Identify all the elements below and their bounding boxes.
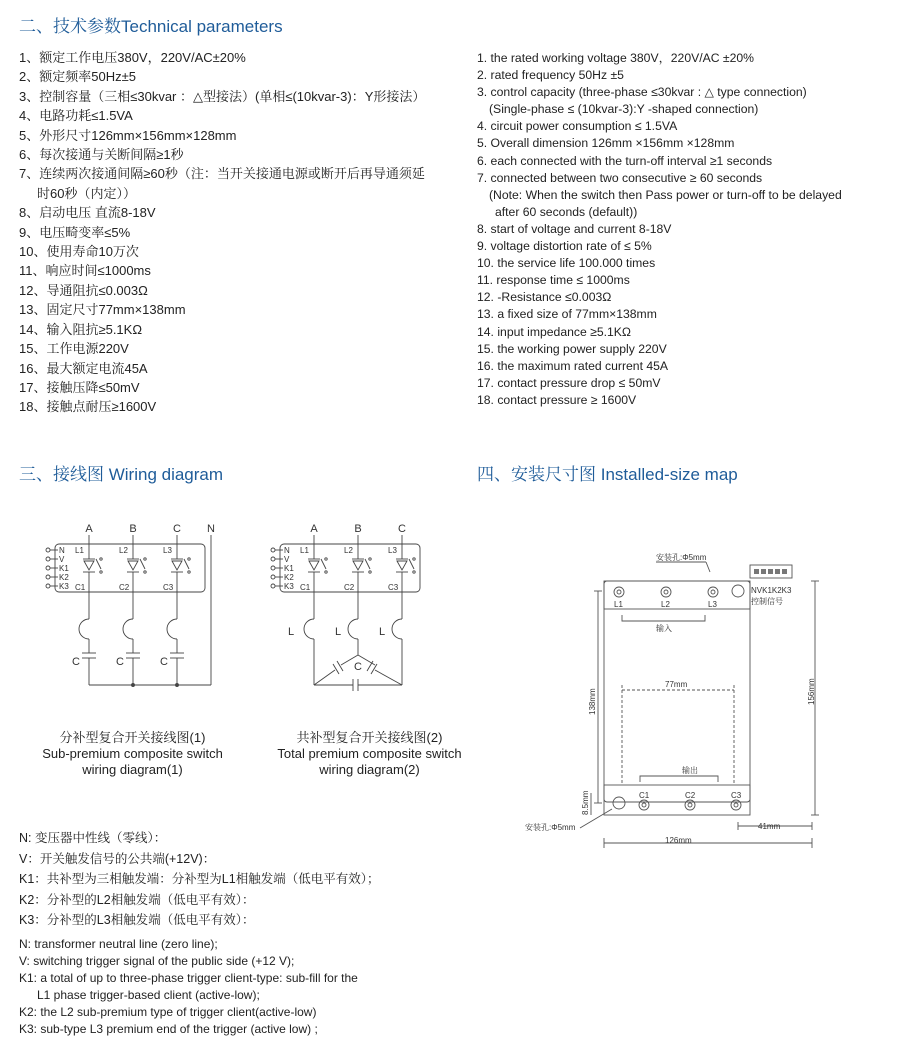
spec-cn-item: 15、工作电源220V [19,341,129,357]
switch-label-c3: C3 [163,583,174,592]
wiring-caption-2 [262,730,477,778]
spec-cn-item: 8、启动电压 直流8-18V [19,205,156,221]
capacitor-label: C [354,661,362,673]
terminal-label-n: N [284,546,290,555]
output-label: 输出 [682,766,698,775]
spec-cn-item: 13、固定尺寸77mm×138mm [19,302,186,318]
spec-en-item-continuation: (Note: When the switch then Pass power or turn-off to be delayed [489,187,842,202]
wiring-diagram-2 [255,515,455,695]
caption-en: wiring diagram(1) [82,762,183,777]
section-title-installed-size-map: 四、安装尺寸图 Installed-size map [477,465,738,484]
spec-cn-item: 18、接触点耐压≥1600V [19,399,157,415]
note-cn: K3：分补型的L3相触发端（低电平有效）： [19,913,255,928]
terminal-label-c3: C3 [731,791,742,800]
mount-hole-label-top: 安装孔:Φ5mm [656,553,707,562]
terminal-block [271,548,283,588]
spec-en-item: 2. rated frequency 50Hz ±5 [477,68,624,83]
spec-en-item: 4. circuit power consumption ≤ 1.5VA [477,119,678,134]
connector-label: NVK1K2K3 [751,586,792,595]
spec-en-item: 3. control capacity (three-phase ≤30kvar : △ type connection) [477,85,807,100]
note-cn: K1：共补型为三相触发端：分补型为L1相触发端（低电平有效）； [19,872,380,887]
spec-en-item: 14. input impedance ≥5.1KΩ [477,324,632,339]
terminal-label-k1: K1 [59,564,69,573]
spec-cn-item: 7、连续两次接通间隔≥60秒（注：当开关接通电源或断开后再导通须延 [19,166,425,182]
terminal-label-k3: K3 [59,582,69,591]
phase-label-b: B [129,523,137,535]
note-cn: K2：分补型的L2相触发端（低电平有效）： [19,892,255,907]
phase-label-n: N [207,523,215,535]
spec-en-item: 5. Overall dimension 126mm ×156mm ×128mm [477,136,735,151]
dimension-126mm: 126mm [665,836,692,845]
bottom-terminal-screws [613,797,741,810]
spec-en-item: 16. the maximum rated current 45A [477,358,669,373]
specs-english-list [477,50,842,409]
spec-cn-item: 1、额定工作电压380V，220V/AC±20% [19,50,246,65]
installed-size-map [520,545,830,855]
capacitor-label: C [116,656,124,668]
top-terminal-strip [604,581,750,609]
spec-cn-item: 10、使用寿命10万次 [19,244,139,260]
caption-en: wiring diagram(2) [319,762,420,777]
spec-cn-item: 12、导通阻抗≤0.003Ω [19,282,148,298]
input-label: 输入 [656,624,672,633]
phase-label-c: C [173,523,181,535]
caption-en: Sub-premium composite switch [42,746,223,761]
spec-en-item-continuation: after 60 seconds (default)) [495,204,638,219]
specs-chinese-list [19,48,425,417]
spec-en-item: 13. a fixed size of 77mm×138mm [477,307,657,322]
spec-cn-item: 9、电压畸变率≤5% [19,224,131,240]
switch-symbols [83,548,190,592]
switch-label-c2: C2 [344,583,355,592]
connector-pins [754,569,787,574]
dimension-41mm: 41mm [758,822,781,831]
note-en: N: transformer neutral line (zero line); [19,937,218,951]
spec-en-item: 9. voltage distortion rate of ≤ 5% [477,239,652,254]
note-en: K2: the L2 sub-premium type of trigger client(active-low) [19,1005,317,1020]
wiring-diagram-1 [30,515,230,695]
spec-en-item: 8. start of voltage and current 8-18V [477,221,672,236]
caption-cn: 共补型复合开关接线图(2) [296,730,443,745]
dimension-8-5mm: 8.5mm [581,790,590,815]
terminal-label-l1: L1 [614,600,623,609]
terminal-block [46,548,58,588]
caption-en: Total premium composite switch [277,746,462,761]
terminal-label-l2: L2 [661,600,670,609]
mounting-plate [604,581,750,802]
dimension-156mm: 156mm [807,678,816,705]
spec-en-item: 15. the working power supply 220V [477,341,667,356]
terminal-label-v: V [284,555,290,564]
input-bracket [622,615,705,621]
spec-cn-item: 6、每次接通与关断间隔≥1秒 [19,147,184,163]
terminal-label-k2: K2 [284,573,294,582]
note-en: K1: a total of up to three-phase trigger client-type: sub-fill for the [19,971,358,986]
output-bracket [640,776,718,782]
spec-cn-item: 11、响应时间≤1000ms [19,263,151,279]
switch-symbols [308,548,415,592]
switch-label-c1: C1 [75,583,86,592]
spec-cn-item: 14、输入阻抗≥5.1KΩ [19,321,143,337]
inductor-delta-network [304,592,402,691]
spec-cn-item: 3、控制容量（三相≤30kvar ：△型接法）(单相≤(10kvar-3)：Y形接法） [19,88,426,104]
control-signal-label: 控制信号 [751,597,783,606]
note-en-continuation: L1 phase trigger-based client (active-low); [37,988,260,1003]
terminal-notes-chinese [19,828,379,931]
spec-en-item: 10. the service life 100.000 times [477,256,656,271]
inductor-label: L [288,626,295,638]
spec-cn-item-continuation: 时60秒（内定）） [37,185,136,201]
switch-label-l2: L2 [344,546,353,555]
spec-cn-item: 5、外形尺寸126mm×156mm×128mm [19,127,237,143]
spec-en-item-continuation: (Single-phase ≤ (10kvar-3):Y -shaped connection) [489,102,759,117]
terminal-label-c1: C1 [639,791,650,800]
terminal-label-n: N [59,546,65,555]
terminal-label-k2: K2 [59,573,69,582]
caption-cn: 分补型复合开关接线图(1) [59,730,206,745]
inductor-label: L [335,626,342,638]
terminal-label-k1: K1 [284,564,294,573]
terminal-label-v: V [59,555,65,564]
note-cn: V：开关触发信号的公共端(+12V)： [19,851,216,866]
spec-en-item: 1. the rated working voltage 380V，220V/AC ±20% [477,51,755,65]
switch-label-l1: L1 [300,546,309,555]
note-en: K3: sub-type L3 premium end of the trigger (active low) ; [19,1022,318,1037]
wiring-caption-1 [25,730,240,778]
spec-en-item: 17. contact pressure drop ≤ 50mV [477,375,661,390]
switch-label-l3: L3 [163,546,172,555]
phase-label-b: B [354,523,362,535]
note-cn: N: 变压器中性线（零线）： [19,831,167,845]
spec-en-item: 11. response time ≤ 1000ms [477,273,630,288]
section-title-wiring-diagram: 三、接线图 Wiring diagram [19,465,224,484]
switch-label-c2: C2 [119,583,130,592]
phase-label-a: A [310,523,318,535]
section-title-technical-parameters: 二、技术参数Technical parameters [19,17,283,36]
terminal-label-l3: L3 [708,600,717,609]
spec-en-item: 12. -Resistance ≤0.003Ω [477,290,612,305]
mount-hole-icon [732,585,744,597]
terminal-notes-english [19,936,358,1039]
capacitor-label: C [72,656,80,668]
spec-cn-item: 16、最大额定电流45A [19,360,148,376]
inductor-label: L [379,626,386,638]
switch-label-c1: C1 [300,583,311,592]
spec-cn-item: 4、电路功耗≤1.5VA [19,108,133,124]
dimension-138mm: 138mm [588,688,597,715]
phase-label-a: A [85,523,93,535]
inductor-capacitor-branches [79,592,211,687]
spec-en-item: 7. connected between two consecutive ≥ 60 seconds [477,170,763,185]
spec-cn-item: 2、额定频率50Hz±5 [19,69,136,85]
switch-label-c3: C3 [388,583,399,592]
terminal-label-k3: K3 [284,582,294,591]
top-terminal-screws [614,587,718,597]
note-en: V: switching trigger signal of the public side (+12 V); [19,954,295,969]
bottom-terminal-strip [604,785,750,815]
phase-label-c: C [398,523,406,535]
dimension-77mm: 77mm [665,680,688,689]
switch-label-l2: L2 [119,546,128,555]
terminal-label-c2: C2 [685,791,696,800]
spec-en-item: 18. contact pressure ≥ 1600V [477,392,637,407]
capacitor-label: C [160,656,168,668]
mount-hole-label-bottom: 安装孔:Φ5mm [525,823,576,832]
spec-cn-item: 17、接触压降≤50mV [19,379,140,395]
switch-label-l3: L3 [388,546,397,555]
spec-en-item: 6. each connected with the turn-off interval ≥1 seconds [477,153,773,168]
switch-label-l1: L1 [75,546,84,555]
